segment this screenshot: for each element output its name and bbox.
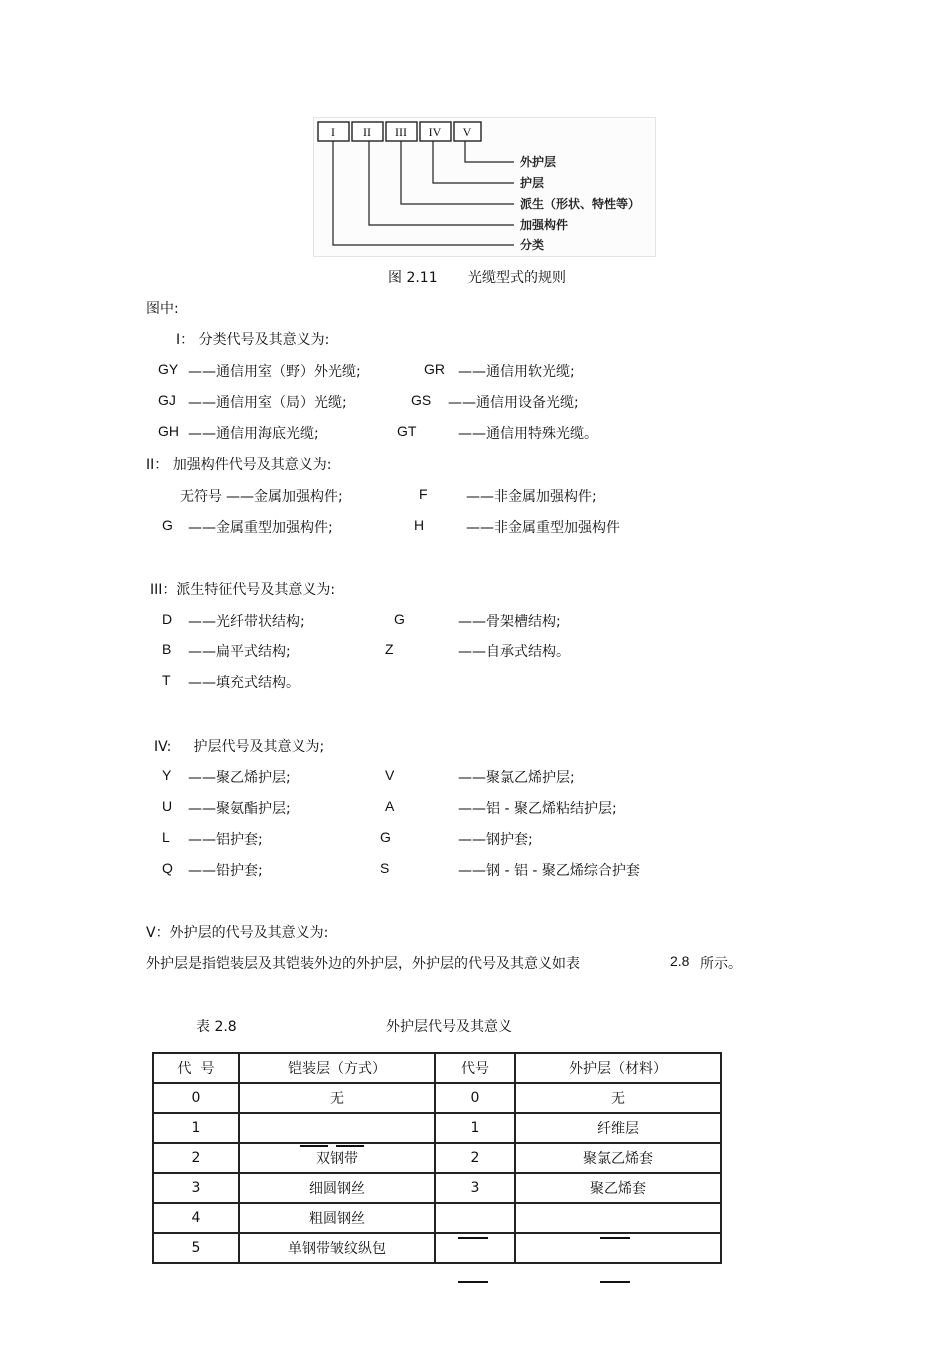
table-row [153, 1083, 721, 1113]
desc-Y: ——聚乙烯护层; [188, 770, 291, 786]
table-row [153, 1233, 721, 1263]
dash-mark [336, 1145, 364, 1147]
code-H: H [414, 517, 425, 533]
cell-empty [435, 1203, 515, 1233]
desc-Q: ——铅护套; [188, 863, 263, 879]
table-reference: 2.8 [670, 953, 690, 969]
code-D: D [162, 611, 173, 627]
cell: 1 [153, 1113, 239, 1143]
cell: 无 [515, 1083, 721, 1113]
desc-T: ——填充式结构。 [188, 675, 300, 691]
dash-mark [458, 1237, 488, 1239]
desc-G-strength: ——金属重型加强构件; [188, 520, 333, 536]
desc-G-derived: ——骨架槽结构; [458, 614, 561, 630]
code-B: B [162, 641, 172, 657]
header-outer-material: 外护层（材料） [515, 1053, 721, 1083]
intro-text: 图中: [146, 301, 179, 317]
code-G-derived: G [394, 611, 405, 627]
box-label-II: II [363, 125, 371, 139]
desc-F: ——非金属加强构件; [466, 489, 597, 505]
cell: 聚乙烯套 [515, 1173, 721, 1203]
desc-L: ——铝护套; [188, 832, 263, 848]
table-row [153, 1203, 721, 1233]
desc-GS: ——通信用设备光缆; [448, 395, 579, 411]
desc-U: ——聚氨酯护层; [188, 801, 291, 817]
cell: 2 [435, 1143, 515, 1173]
code-V: V [385, 767, 395, 783]
cell: 细圆钢丝 [239, 1173, 435, 1203]
dash-mark [600, 1281, 630, 1283]
cable-model-diagram [313, 117, 656, 257]
label-derived: 派生（形状、特性等） [520, 197, 641, 211]
cell-dash [515, 1233, 721, 1263]
dash-mark [458, 1281, 488, 1283]
section-2-heading: II： 加强构件代号及其意义为: [146, 457, 332, 473]
cell: 无 [239, 1083, 435, 1113]
desc-S: ——钢 - 铝 - 聚乙烯综合护套 [458, 863, 640, 879]
desc-GH: ——通信用海底光缆; [188, 426, 319, 442]
box-label-I: I [331, 125, 335, 139]
code-Y: Y [162, 767, 172, 783]
cell: 聚氯乙烯套 [515, 1143, 721, 1173]
code-GY: GY [158, 361, 179, 377]
cell: 0 [153, 1083, 239, 1113]
code-GH: GH [158, 423, 179, 439]
cell-empty [239, 1113, 435, 1143]
table-caption-number: 表 2.8 [196, 1019, 237, 1035]
dash-mark [300, 1145, 328, 1147]
code-G-strength: G [162, 517, 173, 533]
desc-B: ——扁平式结构; [188, 644, 291, 660]
header-code-2: 代号 [435, 1053, 515, 1083]
cell: 3 [435, 1173, 515, 1203]
cell: 单钢带皱纹纵包 [239, 1233, 435, 1263]
desc-GY: ——通信用室（野）外光缆; [188, 364, 361, 380]
desc-Z: ——自承式结构。 [458, 644, 570, 660]
cell: 3 [153, 1173, 239, 1203]
code-A: A [385, 798, 395, 814]
cell-dash [435, 1233, 515, 1263]
table-row [153, 1173, 721, 1203]
cell: 0 [435, 1083, 515, 1113]
box-label-IV: IV [428, 125, 442, 139]
code-none: 无符号 [180, 489, 222, 505]
code-Z: Z [385, 641, 394, 657]
paragraph-end: 所示。 [700, 956, 742, 972]
desc-none: ——金属加强构件; [226, 489, 343, 505]
header-code: 代 号 [153, 1053, 239, 1083]
code-S: S [380, 860, 390, 876]
label-sheath: 护层 [520, 176, 545, 190]
label-outer-sheath: 外护层 [520, 155, 557, 169]
section-5-paragraph: 外护层是指铠装层及其铠装外边的外护层，外护层的代号及其意义如表 [146, 956, 580, 972]
code-L: L [162, 829, 170, 845]
code-GJ: GJ [158, 392, 176, 408]
table-caption-title: 外护层代号及其意义 [386, 1019, 512, 1035]
section-5-heading: V：外护层的代号及其意义为: [146, 925, 329, 941]
section-4-heading: IV: 护层代号及其意义为; [154, 739, 325, 755]
label-classification: 分类 [520, 238, 545, 252]
desc-GJ: ——通信用室（局）光缆; [188, 395, 347, 411]
cell-empty [515, 1203, 721, 1233]
code-GR: GR [424, 361, 445, 377]
code-F: F [419, 486, 428, 502]
section-1-heading: I： 分类代号及其意义为: [176, 332, 330, 348]
cell: 粗圆钢丝 [239, 1203, 435, 1233]
desc-GT: ——通信用特殊光缆。 [458, 426, 598, 442]
desc-D: ——光纤带状结构; [188, 614, 305, 630]
desc-GR: ——通信用软光缆; [458, 364, 575, 380]
desc-H: ——非金属重型加强构件 [466, 520, 620, 536]
desc-G-sheath: ——钢护套; [458, 832, 533, 848]
table-header-row [153, 1053, 721, 1083]
section-3-heading: III：派生特征代号及其意义为: [150, 582, 336, 598]
code-GS: GS [411, 392, 432, 408]
box-label-V: V [462, 125, 472, 139]
cell: 2 [153, 1143, 239, 1173]
code-T: T [162, 672, 171, 688]
box-label-III: III [395, 125, 407, 139]
outer-sheath-code-table [152, 1052, 722, 1264]
cell [239, 1143, 435, 1173]
code-Q: Q [162, 860, 173, 876]
label-strength-member: 加强构件 [520, 218, 569, 232]
code-U: U [162, 798, 173, 814]
table-row [153, 1143, 721, 1173]
cell-text: 双钢带 [316, 1151, 358, 1167]
figure-caption-number: 图 2.11 [388, 270, 438, 286]
table-row [153, 1113, 721, 1143]
figure-caption-title: 光缆型式的规则 [468, 270, 566, 286]
header-armor: 铠装层（方式） [239, 1053, 435, 1083]
desc-V: ——聚氯乙烯护层; [458, 770, 575, 786]
desc-A: ——铝 - 聚乙烯粘结护层; [458, 801, 617, 817]
dash-mark [600, 1237, 630, 1239]
cell: 纤维层 [515, 1113, 721, 1143]
cell: 5 [153, 1233, 239, 1263]
cell: 4 [153, 1203, 239, 1233]
code-GT: GT [397, 423, 417, 439]
cell: 1 [435, 1113, 515, 1143]
code-G-sheath: G [380, 829, 391, 845]
